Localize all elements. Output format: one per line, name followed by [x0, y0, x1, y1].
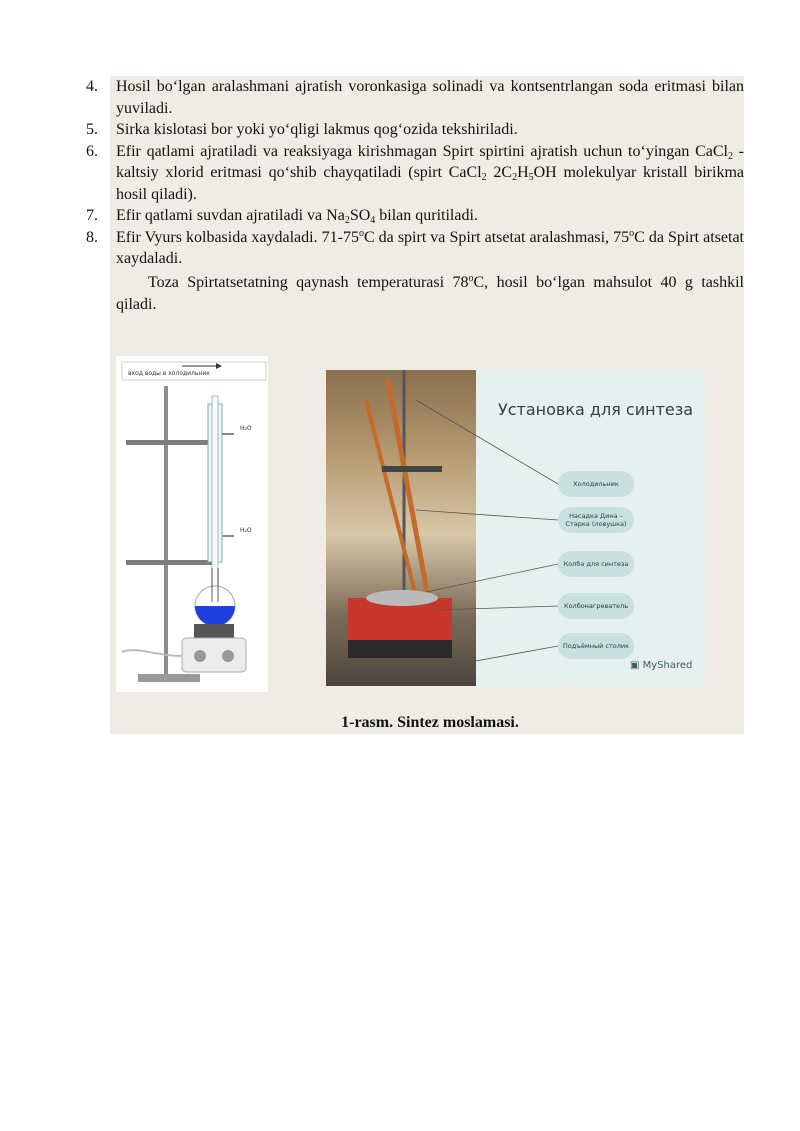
brand-watermark: ▣ MyShared — [630, 660, 693, 671]
step-item — [86, 76, 744, 119]
reflux-apparatus-figure — [116, 356, 268, 692]
boiling-point-paragraph: Toza Spirtatsetatning qaynash temperaturasi 78$^o$C, hosil bo‘lgan mahsulot 40 g tashkil qiladi. — [116, 273, 744, 313]
step-number: 8. — [86, 228, 98, 246]
h2o-out-label: H₂O — [240, 425, 252, 432]
apparatus-header-label: вход воды в холодильник — [128, 370, 210, 377]
apparatus-drawing — [116, 356, 268, 692]
step-text: Sirka kislotasi bor yoki yo‘qligi lakmus qog‘ozida tekshiriladi. — [116, 121, 518, 138]
step-text: Efir qatlami ajratiladi va reaksiyaga kirishmagan Spirt spirtini ajratish uchun to‘yingan CaCl$_2$ - kaltsiy xlorid eritmasi qo‘shib chayqatiladi (spirt CaCl$_2$ $2C_2H_5OH$ molekulyar kristall birikma hosil qiladi). — [116, 142, 745, 203]
step-text: Efir qatlami suvdan ajratiladi va $Na_2SO_4$ bilan quritiladi. — [116, 207, 478, 226]
step-number: 7. — [86, 207, 98, 224]
step-item — [86, 227, 744, 270]
step-text: Efir Vyurs kolbasida xaydaladi. 71-75$^o$C da spirt va Spirt atsetat aralashmasi, 75$^o$C da Spirt atsetat xaydaladi. — [116, 227, 745, 267]
step-text: Hosil bo‘lgan aralashmani ajratish voronkasiga solinadi va kontsentrlangan soda eritmasi bilan yuviladi. — [116, 78, 744, 117]
step-item — [86, 205, 744, 227]
setup-title: Установка для синтеза — [498, 400, 694, 419]
label-lifting-table: Подъёмный столик — [558, 633, 634, 659]
label-heating-mantle: Колбонагреватель — [558, 593, 634, 619]
procedure-steps — [86, 76, 744, 270]
figure-caption: 1-rasm. Sintez moslamasi. — [341, 714, 519, 731]
step-item — [86, 141, 744, 206]
h2o-in-label: H₂O — [240, 527, 252, 534]
step-number: 4. — [86, 78, 98, 95]
label-dean-stark-trap: Насадка Дина – Старка (ловушка) — [558, 507, 634, 533]
label-synthesis-flask: Колба для синтеза — [558, 551, 634, 577]
flask-liquid — [195, 606, 235, 626]
step-number: 6. — [86, 142, 98, 160]
label-condenser: Холодильник — [558, 471, 634, 497]
step-item — [86, 119, 744, 141]
synthesis-setup-figure — [326, 370, 706, 686]
step-number: 5. — [86, 121, 98, 138]
